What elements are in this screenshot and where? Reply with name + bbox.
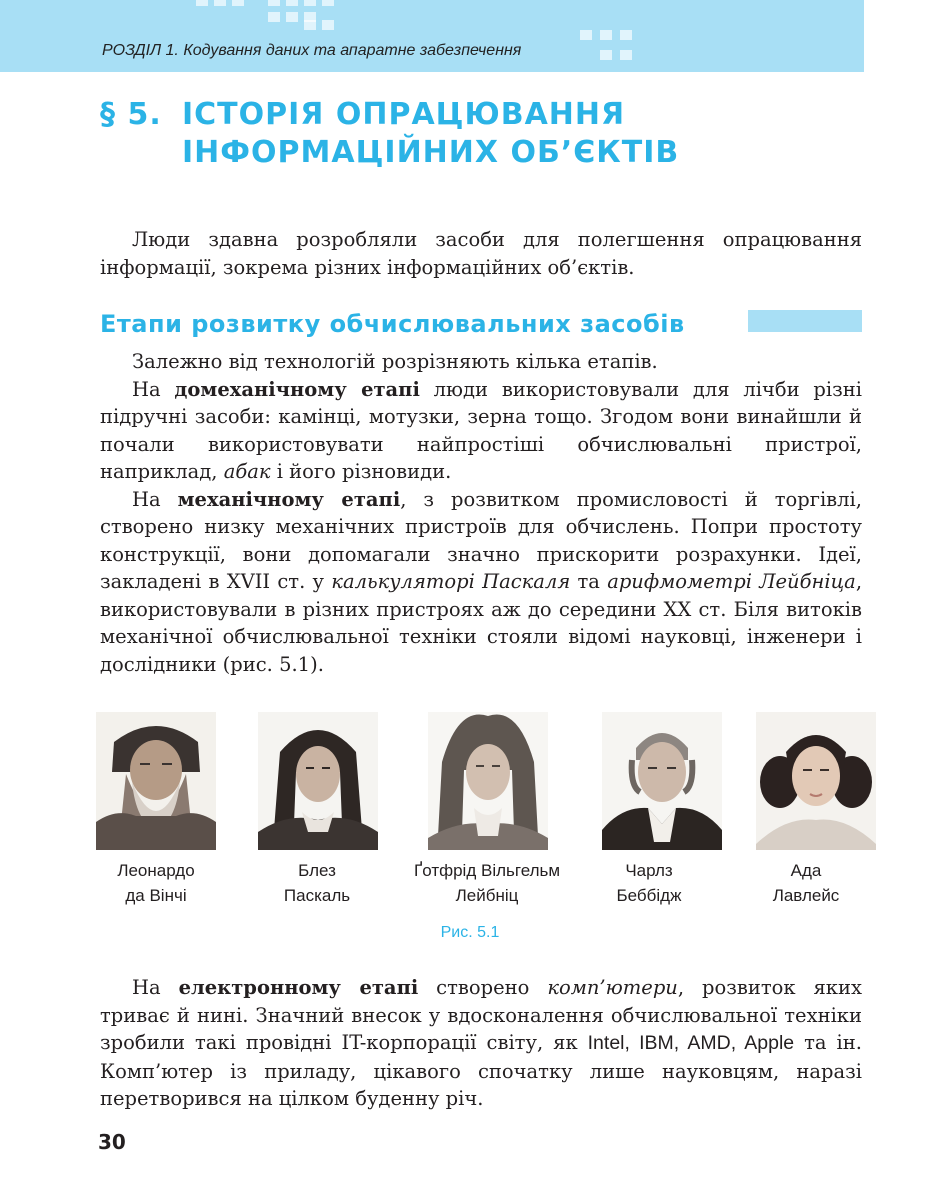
section-title-line1: ІСТОРІЯ ОПРАЦЮВАННЯ [182,97,626,132]
caption-leibniz: Ґотфрід Вільгельм Лейбніц [413,861,561,905]
paragraph-4: На електронному етапі створено комп’ютери, розвиток яких триває й нині. Значний внесок у вдосконалення обчислювальної техніки зробили такі провідні IT-корпорації світу, як Intel, IBM, AMD, Apple та ін. Комп’ютер із приладу, цікавого спочатку лише науковцям, наразі перетворився на цілком буденну річ. [100,976,862,1110]
section-title [100,96,679,172]
term-premechanical: домеханічному етапі [174,377,420,401]
portrait-lovelace-image [756,712,876,850]
brand-names: Intel, IBM, AMD, Apple [587,1032,795,1054]
subheading-text: Етапи розвитку обчислювальних засобів [100,310,685,338]
figure-portraits [96,712,864,852]
section-title-line2: ІНФОРМАЦІЙНИХ ОБ’ЄКТІВ [182,135,680,170]
portrait-pascal-image [258,712,378,850]
subheading-bar [748,310,862,332]
intro-paragraph [100,226,862,281]
caption-pascal: Блез Паскаль [283,861,351,905]
caption-leonardo: Леонардо да Вінчі [117,861,195,905]
term-pascal-calculator: калькуляторі Паскаля [331,570,571,593]
paragraph-3: На механічному етапі, з розвитком промисловості й торгівлі, створено низку механічних пристроїв для обчислень. Попри простоту конструкції, вони допомагали значно прискорити розрахунки. Ідеї, закладені в XVII ст. у калькуляторі Паскаля та арифмометрі Лейбніца, використовували в різних пристроях аж до середини XX ст. Біля витоків механічної обчислювальної техніки стояли відомі науковці, інженери і дослідники (рис. 5.1). [100,487,863,676]
section-number: § 5. [100,97,162,132]
chapter-title: РОЗДІЛ 1. Кодування даних та апаратне забезпечення [102,42,522,59]
term-abacus: абак [223,460,271,483]
term-computers: комп’ютери [547,976,678,999]
term-leibniz-arithmometer: арифмометрі Лейбніца [607,570,856,593]
intro-text: Люди здавна розробляли засоби для полегшення опрацювання інформації, зокрема різних інформаційних об’єктів. [100,228,862,279]
portrait-leonardo-image [96,712,216,850]
term-electronic: електронному етапі [178,976,419,999]
portrait-babbage-image [602,712,722,850]
body-text [100,348,862,678]
subheading [100,310,862,340]
paragraph-4-block [100,974,862,1113]
portrait-leibniz-image [428,712,548,850]
term-mechanical: механічному етапі [177,487,401,511]
paragraph-2: На домеханічному етапі люди використовували для лічби різні підручні засоби: камінці, мотузки, зерна тощо. Згодом вони винайшли й почали використовувати найпростіші обчислювальні пристрої, наприклад, абак і його різновиди. [100,377,862,483]
caption-lovelace: Ада Лавлейс [772,861,840,905]
figure-label: Рис. 5.1 [440,924,500,941]
caption-babbage: Чарлз Беббідж [616,861,682,905]
paragraph-1: Залежно від технологій розрізняють кілька етапів. [132,350,658,373]
chapter-header-band [0,0,864,72]
page-number: 30 [98,1130,126,1154]
